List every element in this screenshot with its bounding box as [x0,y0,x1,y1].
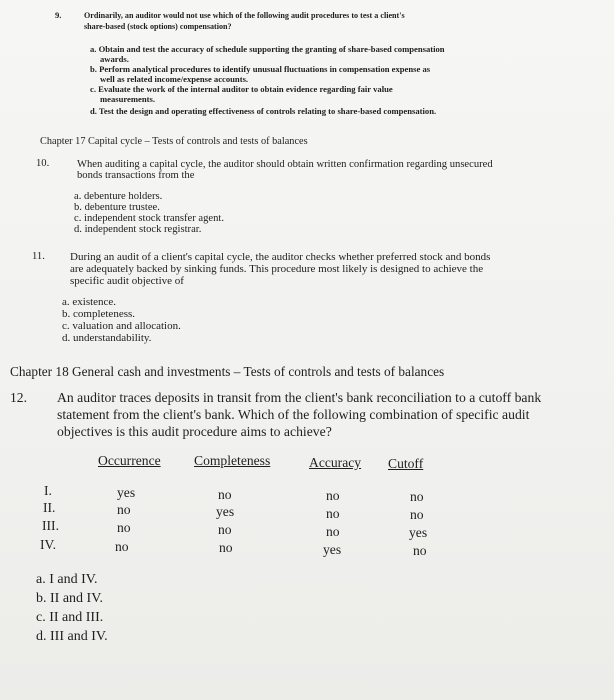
q12-option-d: d. III and IV. [36,629,108,644]
q9-stem-line1: Ordinarily, an auditor would not use which of the following audit procedures to test a client's [84,11,405,20]
table-cell: no [410,507,424,522]
q9-option-b: b. Perform analytical procedures to identify unusual fluctuations in compensation expense as [90,64,431,74]
table-cell: yes [323,542,342,557]
table-cell: no [410,489,424,504]
q10-option-b: b. debenture trustee. [74,202,160,213]
table-cell: no [117,502,131,517]
q10-number: 10. [36,158,50,169]
q10-option-d: d. independent stock registrar. [74,224,202,235]
q9-stem-line2: share-based (stock options) compensation? [84,22,232,31]
q11-option-b: b. completeness. [62,308,136,320]
q11-stem-line2: are adequately backed by sinking funds. This procedure most likely is designed to achieve the [70,263,484,275]
table-cell: yes [216,504,235,519]
table-row-label: I. [44,483,52,498]
q12-option-c: c. II and III. [36,610,104,625]
q11-stem-line3: specific audit objective of [70,275,184,287]
q11-stem-line1: During an audit of a client's capital cycle, the auditor checks whether preferred stock and bonds [70,251,491,263]
q11-option-c: c. valuation and allocation. [62,320,181,332]
table-row-label: III. [42,518,59,533]
q9-option-c-cont: measurements. [100,94,155,104]
q11-number: 11. [32,251,45,262]
q10-option-a: a. debenture holders. [74,191,163,202]
q9-number: 9. [55,10,62,20]
header-cutoff: Cutoff [388,456,424,471]
q9-option-b-cont: well as related income/expense accounts. [100,74,249,84]
q12-option-b: b. II and IV. [36,591,104,606]
table-row-label: II. [43,500,56,515]
q12-stem-line3: objectives is this audit procedure aims to achieve? [57,424,332,439]
table-row-label: IV. [40,537,56,552]
table-cell: no [117,520,131,535]
q10-stem-line1: When auditing a capital cycle, the auditor should obtain written confirmation regarding unsecured [77,159,493,170]
table-cell: no [326,506,340,521]
table-cell: no [218,522,232,537]
q9-option-d: d. Test the design and operating effectiveness of controls relating to share-based compensation. [90,106,437,116]
table-cell: no [326,524,340,539]
q11-option-a: a. existence. [62,296,117,308]
chapter-17-heading: Chapter 17 Capital cycle – Tests of controls and tests of balances [40,136,308,147]
q9-option-c: c. Evaluate the work of the internal auditor to obtain evidence regarding fair value [90,84,393,94]
q10-stem-line2: bonds transactions from the [77,170,195,181]
q9-option-a-cont: awards. [100,54,129,64]
q12-stem-line2: statement from the client's bank. Which of the following combination of specific audit [57,407,530,422]
q12-number: 12. [10,390,27,405]
table-cell: no [115,539,129,554]
q10-option-c: c. independent stock transfer agent. [74,213,225,224]
table-cell: no [219,540,233,555]
q12-stem-line1: An auditor traces deposits in transit from the client's bank reconciliation to a cutoff bank [57,390,542,405]
chapter-18-heading: Chapter 18 General cash and investments – Tests of controls and tests of balances [10,364,445,379]
table-cell: yes [117,485,136,500]
header-accuracy: Accuracy [309,455,362,470]
header-occurrence: Occurrence [98,453,161,468]
table-cell: no [413,543,427,558]
q12-option-a: a. I and IV. [36,572,98,587]
table-cell: yes [409,525,428,540]
q9-option-a: a. Obtain and test the accuracy of schedule supporting the granting of share-based compensation [90,44,445,54]
q11-option-d: d. understandability. [62,332,152,344]
table-cell: no [218,487,232,502]
table-cell: no [326,488,340,503]
header-completeness: Completeness [194,453,271,468]
